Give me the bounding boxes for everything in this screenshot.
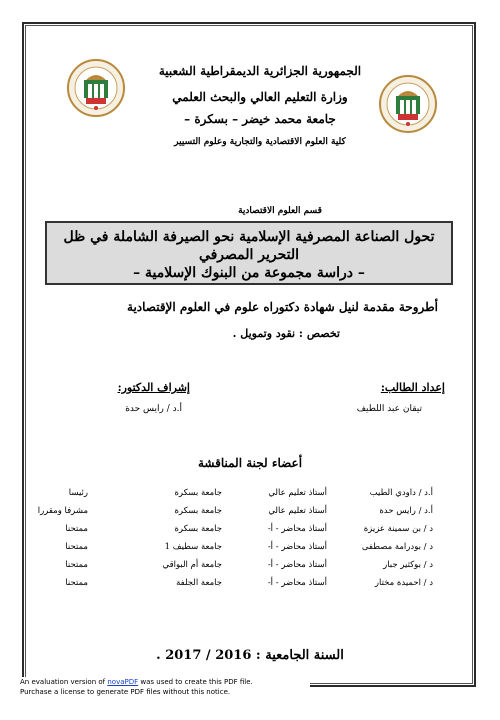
supervisor-name: أ.د / رايس حدة	[125, 404, 182, 414]
student-name: تيقان عبد اللطيف	[356, 404, 422, 414]
committee-row	[0, 506, 500, 524]
member-rank: أستاذ محاضر - أ-	[267, 578, 327, 588]
member-name: د / بودرامة مصطفى	[361, 542, 433, 552]
member-university: جامعة بسكرة	[174, 506, 222, 516]
university-name: جامعة محمد خيضر – بسكرة –	[184, 112, 336, 126]
committee-row	[0, 524, 500, 542]
committee-row	[0, 542, 500, 560]
member-university: جامعة الجلفة	[176, 578, 222, 588]
member-role: ممتحنا	[65, 524, 88, 534]
member-university: جامعة بسكرة	[174, 488, 222, 498]
faculty-name: كلية العلوم الاقتصادية والتجارية وعلوم التسيير	[174, 137, 346, 147]
committee-row	[0, 578, 500, 596]
member-rank: أستاذ محاضر - أ-	[267, 542, 327, 552]
evaluation-notice-line-1: An evaluation version of novaPDF was used to create this PDF file.	[20, 678, 253, 686]
member-university: جامعة أم البواقي	[162, 560, 222, 570]
thesis-specialty: تخصص : نقود وتمويل .	[232, 327, 340, 340]
thesis-description: أطروحة مقدمة لنيل شهادة دكتوراه علوم في العلوم الإقتصادية	[127, 300, 438, 314]
member-role: مشرفا ومقررا	[37, 506, 88, 516]
thesis-title-box	[45, 221, 453, 285]
member-name: د / بوكثير جبار	[383, 560, 433, 570]
university-logo-right	[378, 74, 438, 134]
member-rank: أستاذ محاضر - أ-	[267, 524, 327, 534]
evaluation-notice	[20, 677, 310, 697]
member-role: ممتحنا	[65, 578, 88, 588]
novapdf-link[interactable]: novaPDF	[107, 678, 139, 686]
member-name: د / بن سمينة عزيزة	[363, 524, 433, 534]
member-name: د / احميدة مختار	[374, 578, 433, 588]
committee-row	[0, 560, 500, 578]
member-university: جامعة سطيف 1	[164, 542, 222, 552]
department-name: قسم العلوم الاقتصادية	[238, 206, 322, 216]
member-rank: أستاذ تعليم عالي	[268, 488, 327, 498]
evaluation-notice-line-2: Purchase a license to generate PDF files without this notice.	[20, 688, 231, 696]
university-logo-left	[66, 58, 126, 118]
member-role: رئيسا	[68, 488, 88, 498]
member-name: أ.د / داودي الطيب	[369, 488, 433, 498]
member-rank: أستاذ محاضر - أ-	[267, 560, 327, 570]
member-role: ممتحنا	[65, 560, 88, 570]
member-role: ممتحنا	[65, 542, 88, 552]
thesis-title-line-2: التحرير المصرفي	[198, 247, 300, 263]
thesis-title-line-1: تحول الصناعة المصرفية الإسلامية نحو الصيرفة الشاملة في ظل	[63, 229, 435, 245]
ministry-name: وزارة التعليم العالي والبحث العلمي	[172, 90, 348, 104]
student-label: إعداد الطالب:	[380, 381, 445, 394]
academic-year: السنة الجامعية : 2016 / 2017 .	[156, 648, 344, 663]
committee-row	[0, 488, 500, 506]
thesis-title-line-3: – دراسة مجموعة من البنوك الإسلامية –	[133, 265, 365, 281]
supervisor-label: إشراف الدكتور:	[117, 381, 190, 394]
member-name: أ.د / رايس حدة	[379, 506, 433, 516]
member-university: جامعة بسكرة	[174, 524, 222, 534]
committee-title: أعضاء لجنة المناقشة	[197, 456, 303, 470]
member-rank: أستاذ تعليم عالي	[268, 506, 327, 516]
republic-name: الجمهورية الجزائرية الديمقراطية الشعبية	[158, 64, 362, 78]
